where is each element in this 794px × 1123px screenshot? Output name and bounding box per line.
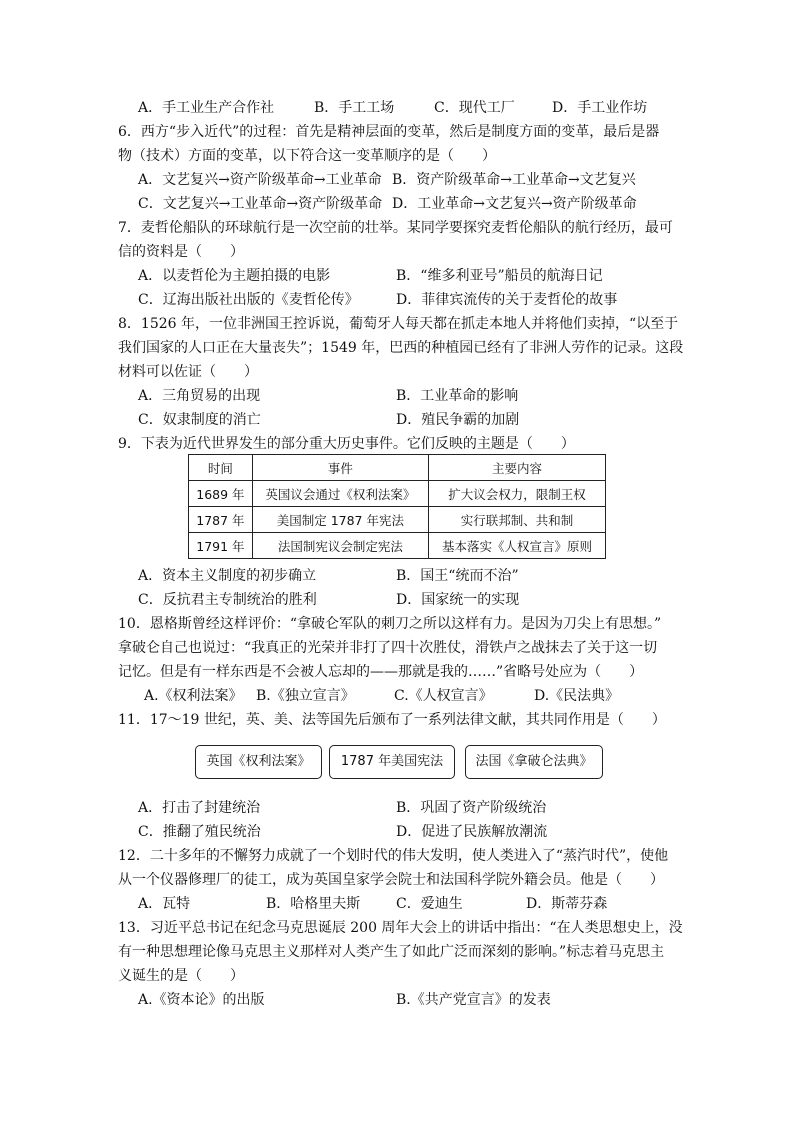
- q7-option-d: D．菲律宾流传的关于麦哲伦的故事: [396, 292, 618, 308]
- q8-stem-line-1: 8．1526 年，一位非洲国王控诉说，葡萄牙人每天都在抓走本地人并将他们卖掉，“以至于: [118, 316, 679, 332]
- q11-box-us-constitution: 1787 年美国宪法: [329, 745, 455, 779]
- q6-option-a: A．文艺复兴→资产阶级革命→工业革命: [138, 172, 382, 188]
- q8-option-c: C．奴隶制度的消亡: [138, 412, 261, 428]
- table-cell: 法国制宪议会制定宪法: [252, 533, 428, 559]
- q6-stem-line-1: 6．西方“步入近代”的过程：首先是精神层面的变革，然后是制度方面的变革，最后是器: [118, 124, 660, 140]
- q10-option-d: D.《民法典》: [534, 688, 620, 704]
- q5-option-d: D．手工业作坊: [552, 100, 648, 116]
- q9-option-b: B．国王“统而不治”: [396, 568, 519, 584]
- q11-box-napoleonic-code: 法国《拿破仑法典》: [465, 745, 603, 779]
- q6-option-b: B．资产阶级革命→工业革命→文艺复兴: [392, 172, 636, 188]
- q8-option-b: B．工业革命的影响: [396, 388, 519, 404]
- q12-option-d: D．斯蒂芬森: [526, 896, 608, 912]
- q9-option-c: C．反抗君主专制统治的胜利: [138, 592, 317, 608]
- q13-option-a: A.《资本论》的出版: [138, 992, 265, 1008]
- table-cell: 1689 年: [189, 481, 253, 507]
- q7-option-c: C．辽海出版社出版的《麦哲伦传》: [138, 292, 359, 308]
- table-header-cell: 主要内容: [428, 455, 605, 481]
- table-cell: 扩大议会权力，限制王权: [428, 481, 605, 507]
- q12-stem-line-1: 12．二十多年的不懈努力成就了一个划时代的伟大发明，使人类进入了“蒸汽时代”，使他: [118, 848, 669, 864]
- q10-option-b: B.《独立宣言》: [256, 688, 355, 704]
- table-row: [189, 533, 606, 559]
- q5-option-a: A．手工业生产合作社: [138, 100, 275, 116]
- q9-events-table: [188, 454, 606, 559]
- table-header-cell: 事件: [252, 455, 428, 481]
- q6-option-c: C．文艺复兴→工业革命→资产阶级革命: [138, 196, 383, 212]
- q8-stem-line-2: 我们国家的人口正在大量丧失”；1549 年，巴西的种植园已经有了非洲人劳作的记录。这段: [118, 340, 684, 356]
- q10-stem-line-3: 记忆。但是有一样东西是不会被人忘却的——那就是我的……”省略号处应为（ ）: [118, 664, 644, 680]
- q10-stem-line-2: 拿破仑自己也说过：“我真正的光荣并非打了四十次胜仗，滑铁卢之战抹去了关于这一切: [118, 640, 658, 656]
- q11-box-bill-of-rights: 英国《权利法案》: [195, 745, 322, 779]
- q11-option-b: B．巩固了资产阶级统治: [396, 800, 547, 816]
- table-cell: 美国制定 1787 年宪法: [252, 507, 428, 533]
- table-cell: 1787 年: [189, 507, 253, 533]
- q9-option-d: D．国家统一的实现: [396, 592, 520, 608]
- q13-option-b: B.《共产党宣言》的发表: [396, 992, 551, 1008]
- q11-option-c: C．推翻了殖民统治: [138, 824, 261, 840]
- q7-option-a: A．以麦哲伦为主题拍摄的电影: [138, 268, 331, 284]
- table-cell: 基本落实《人权宣言》原则: [428, 533, 605, 559]
- table-row: [189, 507, 606, 533]
- q7-option-b: B．“维多利亚号”船员的航海日记: [396, 268, 603, 284]
- table-header-cell: 时间: [189, 455, 253, 481]
- table-row: [189, 481, 606, 507]
- q5-option-b: B．手工工场: [314, 100, 395, 116]
- q7-stem-line-1: 7．麦哲伦船队的环球航行是一次空前的壮举。某同学要探究麦哲伦船队的航行经历，最可: [118, 220, 673, 236]
- q6-option-d: D．工业革命→文艺复兴→资产阶级革命: [392, 196, 637, 212]
- q11-option-a: A．打击了封建统治: [138, 800, 261, 816]
- q13-stem-line-2: 有一种思想理论像马克思主义那样对人类产生了如此广泛而深刻的影响。”标志着马克思主: [118, 944, 665, 960]
- q5-option-c: C．现代工厂: [434, 100, 515, 116]
- q8-option-d: D．殖民争霸的加剧: [396, 412, 520, 428]
- q10-option-a: A.《权利法案》: [144, 688, 243, 704]
- q12-option-c: C．爱迪生: [396, 896, 463, 912]
- q13-stem-line-3: 义诞生的是（ ）: [118, 968, 244, 984]
- q10-stem-line-1: 10．恩格斯曾经这样评价：“拿破仑军队的刺刀之所以这样有力。是因为刀尖上有思想。”: [118, 616, 662, 632]
- q7-stem-line-2: 信的资料是（ ）: [118, 244, 244, 260]
- q10-option-c: C.《人权宣言》: [394, 688, 493, 704]
- q8-option-a: A．三角贸易的出现: [138, 388, 261, 404]
- q11-option-d: D．促进了民族解放潮流: [396, 824, 548, 840]
- q6-stem-line-2: 物（技术）方面的变革，以下符合这一变革顺序的是（ ）: [118, 148, 496, 164]
- q11-stem-line-1: 11．17～19 世纪，英、美、法等国先后颁布了一系列法律文献，其共同作用是（ ）: [118, 712, 666, 728]
- table-cell: 实行联邦制、共和制: [428, 507, 605, 533]
- table-cell: 英国议会通过《权利法案》: [252, 481, 428, 507]
- q8-stem-line-3: 材料可以佐证（ ）: [118, 364, 258, 380]
- table-header-row: [189, 455, 606, 481]
- q12-option-a: A．瓦特: [138, 896, 191, 912]
- q9-option-a: A．资本主义制度的初步确立: [138, 568, 317, 584]
- q9-stem-line-1: 9．下表为近代世界发生的部分重大历史事件。它们反映的主题是（ ）: [118, 436, 575, 452]
- q12-stem-line-2: 从一个仪器修理厂的徒工，成为英国皇家学会院士和法国科学院外籍会员。他是（ ）: [118, 872, 664, 888]
- table-cell: 1791 年: [189, 533, 253, 559]
- q12-option-b: B．哈格里夫斯: [266, 896, 361, 912]
- q13-stem-line-1: 13．习近平总书记在纪念马克思诞辰 200 周年大会上的讲话中指出：“在人类思想史上，没: [118, 920, 683, 936]
